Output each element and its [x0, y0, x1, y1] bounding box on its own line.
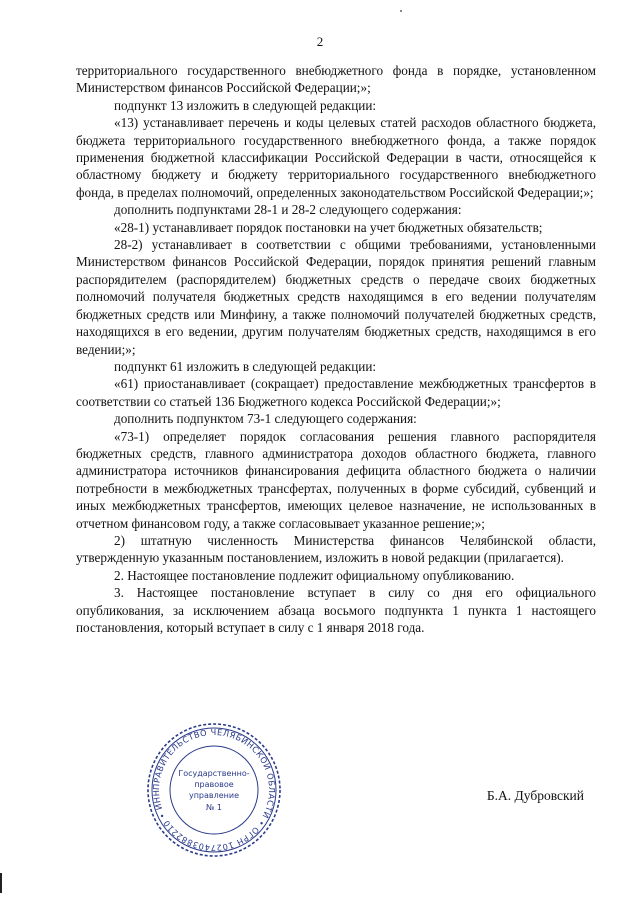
paragraph: «61) приостанавливает (сокращает) предоставление межбюджетных трансфертов в соответствии со статьей 136 Бюджетного кодекса Российской Федерации;»;	[76, 376, 596, 409]
paragraph: подпункт 13 изложить в следующей редакции:	[114, 97, 377, 113]
scan-edge-mark	[0, 873, 2, 893]
svg-text:управление: управление	[188, 791, 240, 800]
scan-dot	[400, 10, 402, 12]
paragraph: подпункт 61 изложить в следующей редакции:	[114, 358, 377, 374]
official-stamp	[144, 720, 284, 860]
page-number: 2	[316, 34, 324, 49]
paragraph: дополнить подпунктами 28-1 и 28-2 следующего содержания:	[114, 202, 462, 218]
paragraph: 2. Настоящее постановление подлежит официальному опубликованию.	[114, 567, 515, 583]
paragraph: 3. Настоящее постановление вступает в силу со дня его официального опубликования, за исключением абзаца восьмого подпункта 1 пункта 1 настоящего постановления, который вступает в силу с 1 января 2018 года.	[76, 585, 596, 635]
signature-name: Б.А. Дубровский	[486, 788, 584, 803]
paragraph: дополнить подпунктом 73-1 следующего содержания:	[114, 411, 417, 427]
paragraph: «73-1) определяет порядок согласования решения главного распорядителя бюджетных средств, главного администратора доходов областного бюджета, главного администратора источников финансирования дефицита областного бюджета о наличии потребности в межбюджетных трансфертах, полученных в форме субсидий, субвенций и иных межбюджетных трансфертов, имеющих целевое назначение, не использованных в отчетном финансовом году, а также согласовывает указанное решение;»;	[76, 428, 596, 531]
paragraph: «13) устанавливает перечень и коды целевых статей расходов областного бюджета, бюджета территориального государственного внебюджетного фонда, а также порядок применения бюджетной классификации Российской Федерации в части, относящейся к областному бюджету и бюджету территориального государственного внебюджетного фонда, в пределах полномочий, определенных законодательством Российской Федерации;»;	[76, 115, 596, 200]
svg-text:правовое: правовое	[194, 780, 234, 789]
paragraph: 28-2) устанавливает в соответствии с общими требованиями, установленными Министерством финансов Российской Федерации, порядок принятия решений главным распорядителем (распорядителем) бюджетных средств о передаче своих бюджетных полномочий получателя бюджетных средств находящимся в его ведении получателям бюджетных средств или Минфину, а также полномочий получателей бюджетных средств, находящихся в его ведении, другим получателям бюджетных средств, находящимся в его ведении;»;	[76, 237, 596, 357]
paragraph: 2) штатную численность Министерства финансов Челябинской области, утвержденную указанным постановлением, изложить в новой редакции (прилагается).	[76, 532, 596, 566]
paragraph: территориального государственного внебюджетного фонда в порядке, установленном Министерством финансов Российской Федерации;»;	[76, 63, 596, 96]
stamp-seal-icon	[144, 720, 284, 860]
svg-text:№ 1: № 1	[206, 803, 222, 812]
svg-text:Государственно-: Государственно-	[178, 769, 250, 778]
document-body	[76, 62, 596, 636]
paragraph: «28-1) устанавливает порядок постановки на учет бюджетных обязательств;	[114, 219, 543, 235]
svg-text:ПРАВИТЕЛЬСТВО ЧЕЛЯБИНСКОЙ ОБЛА: ПРАВИТЕЛЬСТВО ЧЕЛЯБИНСКОЙ ОБЛАСТИ • ОГРН 1027403882210 • ИНН	[150, 726, 278, 854]
